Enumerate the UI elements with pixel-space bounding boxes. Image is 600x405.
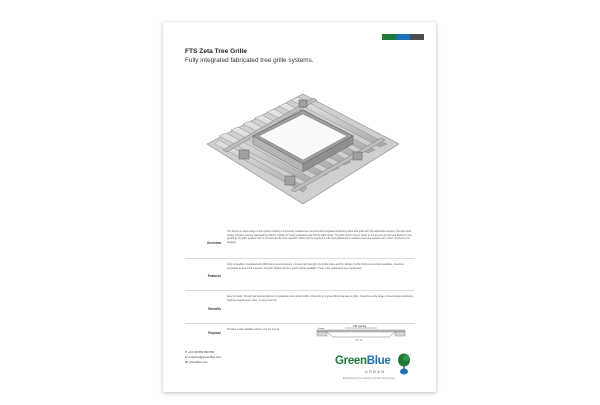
logo-tagline: Established by the Authority of Urban Tree Planting bbox=[343, 378, 395, 380]
logo-green: Green bbox=[335, 355, 367, 367]
tree-logo-icon bbox=[397, 353, 411, 375]
section-overview bbox=[185, 225, 415, 258]
datasheet-page bbox=[163, 22, 436, 392]
brand-bar-blue bbox=[396, 34, 410, 40]
section-purpose bbox=[185, 323, 415, 343]
phone-number[interactable]: +44 (0)1580 830 800 bbox=[188, 350, 215, 354]
diagram-bottom-label: Tree pit bbox=[355, 339, 363, 342]
section-features bbox=[185, 258, 415, 290]
section-label: Purpose bbox=[208, 331, 221, 335]
section-text: Fully compatible / integrated with GBU below ground systems • Unique high strength, low profile frame and fill • Range of grille finishes and colours available • Sections removable as tree trunk expands • Integral irrigation and tree guard options available • Heavy duty galvanised steel construction bbox=[227, 263, 404, 270]
section-label: Benefits bbox=[208, 307, 221, 311]
section-text: Provides a safe walkable surface over the tree pit bbox=[227, 328, 280, 331]
diagram-top-label: infill spacing bbox=[353, 325, 367, 328]
email-address[interactable]: enquiries@greenblue.com bbox=[188, 355, 222, 359]
document-subtitle: Fully integrated fabricated tree grille systems. bbox=[185, 57, 314, 64]
greenblue-urban-logo bbox=[335, 353, 415, 385]
spec-sections bbox=[185, 225, 415, 343]
contact-details bbox=[185, 350, 221, 365]
diagram-side-label: Frame bbox=[318, 328, 325, 330]
brand-bar-green bbox=[382, 34, 396, 40]
section-label: Overview bbox=[206, 241, 221, 245]
phone-key: T: bbox=[185, 350, 188, 354]
section-label: Features bbox=[207, 274, 221, 278]
logo-blue: Blue bbox=[366, 355, 391, 367]
brand-bar-grey bbox=[410, 34, 424, 40]
grille-section-diagram bbox=[315, 324, 407, 342]
logo-urban: URBAN bbox=[365, 370, 386, 374]
document-title: FTS Zeta Tree Grille bbox=[185, 48, 247, 55]
section-text: Easy to install • Strong load bearing platform for pedestrian and vehicle traffic • Allows trunk to grow without damage to grille • Supports a wide range of street design aesthetics • Reduced maintenance costs • Long service life bbox=[227, 295, 414, 302]
tree-grille-product-image bbox=[203, 80, 403, 210]
logo-wordmark bbox=[335, 355, 390, 367]
section-text: The Zeta is a unique range of tree grilles providing a completely modular tree surround with integrated supporting frame and grille with fully adjustable sections. The Zeta grille design provides a strong load bearing platform suitable for heavy pedestrian and vehicle traffic areas. The grille system can be made to suit any tree pit size and allows for tree growth as the grille sections can be removed as the trunk expands. Grilles can be supplied in mild steel galvanised or stainless steel and coated to any colour required by the designer. bbox=[227, 230, 412, 244]
web-key: W: bbox=[185, 360, 189, 364]
brand-color-bar bbox=[382, 34, 424, 40]
web-address[interactable]: greenblue.com bbox=[189, 360, 208, 364]
contact-web bbox=[185, 360, 221, 365]
section-benefits bbox=[185, 290, 415, 323]
email-key: E: bbox=[185, 355, 188, 359]
